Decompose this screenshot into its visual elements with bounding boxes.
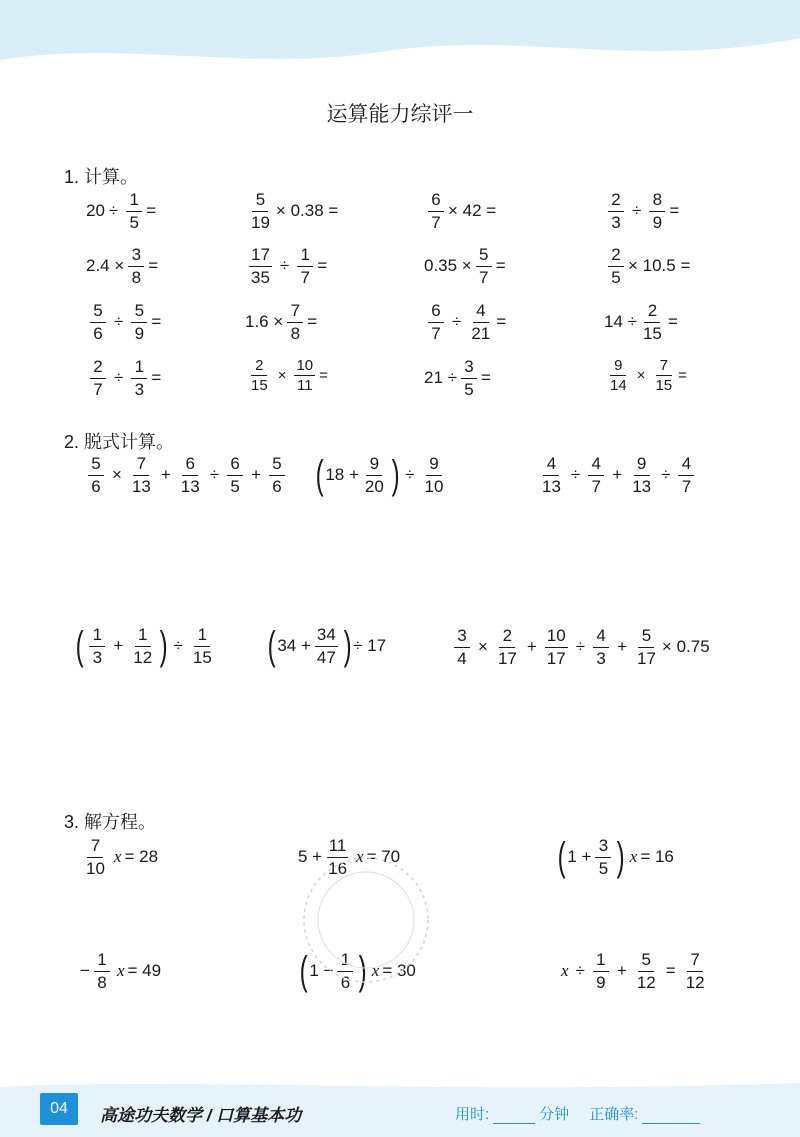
- calc-item: $\frac{2}{7}$ ÷ $\frac{1}{3}$ =: [86, 357, 161, 399]
- calc-item: 21 ÷ $\frac{3}{5}$ =: [424, 357, 491, 399]
- calc-item: $\frac{6}{7}$ ÷ $\frac{4}{21}$ =: [424, 301, 506, 343]
- section-1-heading: 1. 计算。: [64, 167, 139, 187]
- accuracy-label: 正确率:: [589, 1106, 639, 1123]
- stepwise-item: $\frac{5}{6}$ × $\frac{7}{13}$ + $\frac{6}{13}$ ÷ $\frac{6}{5}$ + $\frac{5}{6}$: [84, 454, 289, 496]
- calc-item: 14 ÷ $\frac{2}{15}$ =: [604, 301, 678, 343]
- stepwise-item: $\frac{3}{4}$ × $\frac{2}{17}$ + $\frac{10}{17}$ ÷ $\frac{4}{3}$ + $\frac{5}{17}$ × 0.75: [450, 626, 710, 668]
- calc-item: $\frac{2}{15}$ × $\frac{10}{11}$ =: [251, 357, 328, 395]
- page-number: 04: [40, 1093, 78, 1125]
- section-3-heading: 3. 解方程。: [64, 812, 157, 832]
- stepwise-item: ( 18 + $\frac{9}{20}$ ) ÷ $\frac{9}{10}$: [315, 453, 444, 498]
- equation-item: 5 + $\frac{11}{16}$ x = 70: [298, 836, 401, 878]
- calc-item: $\frac{5}{19}$ × 0.38 =: [251, 190, 339, 232]
- page-title: 运算能力综评一: [326, 103, 474, 126]
- calc-item: $\frac{6}{7}$ × 42 =: [424, 190, 496, 232]
- calc-item: 20 ÷ $\frac{1}{5}$ =: [86, 190, 157, 232]
- calc-item: $\frac{5}{6}$ ÷ $\frac{5}{9}$ =: [86, 301, 161, 343]
- equation-item: ( 1 − $\frac{1}{6}$ ) x = 30: [299, 949, 416, 994]
- equation-item: ( 1 + $\frac{3}{5}$ ) x = 16: [557, 835, 674, 880]
- calc-item: 2.4 × $\frac{3}{8}$ =: [86, 245, 159, 287]
- section-2-heading: 2. 脱式计算。: [64, 432, 175, 452]
- time-unit: 分钟: [539, 1106, 570, 1123]
- calc-item: $\frac{9}{14}$ × $\frac{7}{15}$ =: [610, 357, 687, 395]
- stepwise-item: ( 34 + $\frac{34}{47}$ ) ÷ 17: [267, 624, 387, 669]
- time-label: 用时:: [455, 1106, 490, 1123]
- accuracy-blank: [642, 1109, 700, 1124]
- equation-item: $\frac{7}{10}$ x = 28: [86, 836, 159, 878]
- brand-label: 高途功夫数学 / 口算基本功: [100, 1106, 302, 1125]
- calc-item: $\frac{17}{35}$ ÷ $\frac{1}{7}$ =: [251, 245, 328, 287]
- calc-item: $\frac{2}{3}$ ÷ $\frac{8}{9}$ =: [604, 190, 679, 232]
- stepwise-item: ( $\frac{1}{3}$ + $\frac{1}{12}$ ) ÷ $\frac{1}{15}$: [75, 624, 212, 669]
- stepwise-item: $\frac{4}{13}$ ÷ $\frac{4}{7}$ + $\frac{9}{13}$ ÷ $\frac{4}{7}$: [536, 454, 698, 496]
- equation-item: x ÷ $\frac{1}{9}$ + $\frac{5}{12}$ = $\frac{7}{12}$: [561, 950, 705, 992]
- top-wave-decoration: [0, 0, 800, 80]
- page-footer: [0, 1085, 800, 1137]
- calc-item: 0.35 × $\frac{5}{7}$ =: [424, 245, 506, 287]
- calc-item: 1.6 × $\frac{7}{8}$ =: [245, 301, 318, 343]
- watermark-stamp: [296, 850, 436, 994]
- calc-item: $\frac{2}{5}$ × 10.5 =: [604, 245, 690, 287]
- time-blank: [493, 1109, 535, 1124]
- equation-item: − $\frac{1}{8}$ x = 49: [80, 950, 162, 992]
- time-and-accuracy: [455, 1103, 704, 1124]
